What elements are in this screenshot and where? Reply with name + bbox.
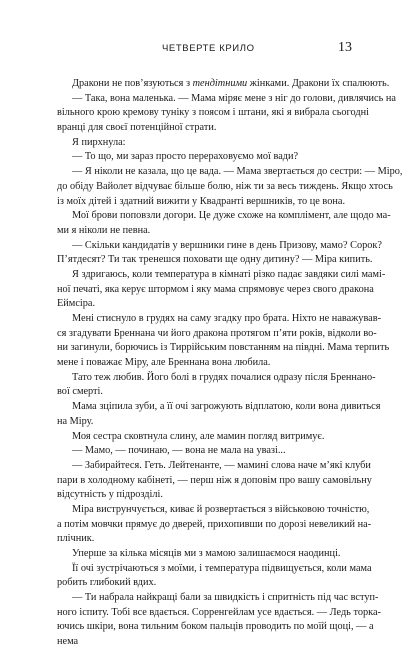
- paragraph: [57, 562, 372, 591]
- text-line: [57, 400, 381, 415]
- text-line: [57, 415, 369, 430]
- text-line: [57, 121, 369, 136]
- text-line: [57, 488, 369, 503]
- text-segment: Уперше за кілька місяців ми з мамою залишаємося наодинці.: [72, 548, 341, 559]
- text-segment: вої смерті.: [57, 386, 103, 398]
- text-segment: ми я ніколи не певна.: [57, 224, 151, 236]
- text-segment: жінками. Дракони їх спалюють.: [247, 78, 390, 89]
- text-segment: а потім мовчки прямує до дверей, прихопивши по дорозі невеликий на-: [57, 518, 372, 530]
- text-segment: нема: [57, 636, 79, 648]
- text-line: [57, 239, 382, 254]
- text-segment: Я пирхнула:: [72, 136, 126, 148]
- text-line: [57, 283, 374, 298]
- text-segment: Дракони не пов’язуються з: [72, 78, 193, 89]
- text-line: [57, 136, 369, 151]
- text-line: [57, 547, 369, 562]
- text-line: [57, 341, 390, 356]
- text-line: [57, 532, 369, 547]
- text-segment: із моїх дітей і здатний вижити у Квадранті вершників, то це вона.: [57, 195, 346, 207]
- text-segment: пари в холодному кабінеті, — перш ніж я доповім про вашу самовільну: [57, 474, 372, 486]
- paragraph: [57, 239, 382, 268]
- text-segment: П’ятдесят? Ти так тренешся поховати ще одну дитину? — Міра кипить.: [57, 254, 373, 266]
- text-line: [57, 518, 372, 533]
- text-line: [57, 356, 369, 371]
- page-number: 13: [338, 40, 352, 55]
- paragraph: [57, 400, 381, 429]
- text-segment: вранці для своєї потенційної страти.: [57, 122, 217, 134]
- text-line: [57, 327, 377, 342]
- paragraph: [57, 150, 369, 165]
- text-segment: — То що, ми зараз просто перераховуємо мої вади?: [72, 151, 299, 163]
- paragraph: [57, 371, 376, 400]
- text-segment: відсутність у підрозділі.: [57, 489, 163, 501]
- text-line: [57, 312, 382, 327]
- paragraph: [57, 430, 369, 445]
- paragraph: [57, 312, 390, 371]
- text-segment: ючись шкіри, вона тильним боком пальців проводить по моїй щоці, — а: [57, 621, 374, 633]
- paragraph: [57, 92, 396, 136]
- text-line: [57, 253, 373, 268]
- text-segment: Тато теж любив. Його болі в грудях почалися одразу після Бреннано-: [72, 371, 376, 383]
- text-segment: до обіду Вайолет відчуває більше болю, ніж ти за весь тиждень. Якщо хтось: [57, 180, 393, 192]
- paragraph: [57, 503, 372, 547]
- text-line: [57, 92, 396, 107]
- paragraph: [57, 547, 369, 562]
- text-segment: робить глибокий вдих.: [57, 577, 157, 589]
- text-line: [57, 297, 369, 312]
- text-segment: на Міру.: [57, 415, 94, 427]
- text-line: [57, 591, 379, 606]
- text-line: [57, 371, 376, 386]
- text-line: [57, 459, 369, 474]
- text-line: [57, 180, 393, 195]
- text-segment: Моя сестра сковтнула слину, але мамин погляд витримує.: [72, 430, 325, 442]
- body-text: [57, 77, 403, 650]
- text-segment: Мама зціпила зуби, а її очі загрожують відплатою, коли вона дивиться: [72, 401, 381, 413]
- text-segment: Міра виструнчується, киває й розвертається з військовою точністю,: [72, 503, 370, 515]
- text-segment: Я здригаюсь, коли температура в кімнаті різко падає завдяки силі мамі-: [72, 268, 386, 280]
- text-segment: Еймсіра.: [57, 298, 96, 310]
- paragraph: [57, 165, 403, 209]
- text-segment: плічник.: [57, 533, 95, 545]
- text-line: [57, 209, 391, 224]
- running-head: [0, 40, 408, 57]
- text-segment: Мені стиснуло в грудях на саму згадку про брата. Ніхто не наважував-: [72, 313, 382, 324]
- paragraph: [57, 268, 386, 312]
- italic-text: тендітними: [192, 78, 248, 89]
- paragraph: [57, 209, 391, 238]
- text-segment: Мої брови поповзли догори. Це дуже схоже на комплімент, але щодо ма-: [72, 210, 391, 222]
- text-segment: мене і поважає Міру, але Бреннана вона любила.: [57, 357, 271, 369]
- text-segment: ного іспиту. Тобі все вдається. Сорренгейлам усе вдається. — Ледь торка-: [57, 606, 381, 618]
- text-segment: — Така, вона маленька. — Мама міряє мене з ніг до голови, дивлячись на: [72, 92, 396, 104]
- paragraph: [57, 444, 369, 459]
- text-line: [57, 474, 372, 489]
- text-segment: вільного крою кремову туніку з поясом і штани, які я вибрала сьогодні: [57, 107, 369, 119]
- text-segment: — Скільки кандидатів у вершники гине в день Призову, мамо? Сорок?: [72, 239, 382, 251]
- text-line: [57, 77, 390, 92]
- text-line: [57, 635, 369, 650]
- text-line: [57, 195, 369, 210]
- text-segment: Її очі зустрічаються з моїми, і температура підвищується, коли мама: [72, 562, 372, 574]
- text-line: [57, 606, 381, 621]
- paragraph: [57, 77, 390, 92]
- text-line: [57, 268, 386, 283]
- text-line: [57, 576, 369, 591]
- text-line: [57, 150, 369, 165]
- text-segment: ни загинули, борючись із Тиррійським повстанням на півдні. Мама терпить: [57, 342, 390, 354]
- text-segment: — Забирайтеся. Геть. Лейтенанте, — мамині слова наче м’які клуби: [72, 459, 371, 471]
- text-line: [57, 224, 369, 239]
- text-line: [57, 385, 369, 400]
- chapter-running-title: ЧЕТВЕРТЕ КРИЛО: [162, 43, 255, 54]
- text-segment: ся згадувати Бреннана чи його дракона протягом п’яти років, відколи во-: [57, 327, 377, 339]
- text-line: [57, 430, 369, 445]
- paragraph: [57, 459, 372, 503]
- text-line: [57, 620, 374, 635]
- text-line: [57, 106, 369, 121]
- text-line: [57, 444, 369, 459]
- text-segment: ної печаті, яка керує штормом і яку мама спрямовує через свого дракона: [57, 283, 374, 295]
- text-line: [57, 503, 369, 518]
- text-line: [57, 562, 372, 577]
- text-segment: — Мамо, — починаю, — вона не мала на увазі...: [72, 445, 286, 457]
- paragraph: [57, 136, 369, 151]
- text-line: [57, 165, 403, 180]
- text-segment: — Я ніколи не казала, що це вада. — Мама звертається до сестри: — Міро,: [72, 166, 403, 178]
- text-segment: — Ти набрала найкращі бали за швидкість і спритність під час вступ-: [72, 592, 379, 604]
